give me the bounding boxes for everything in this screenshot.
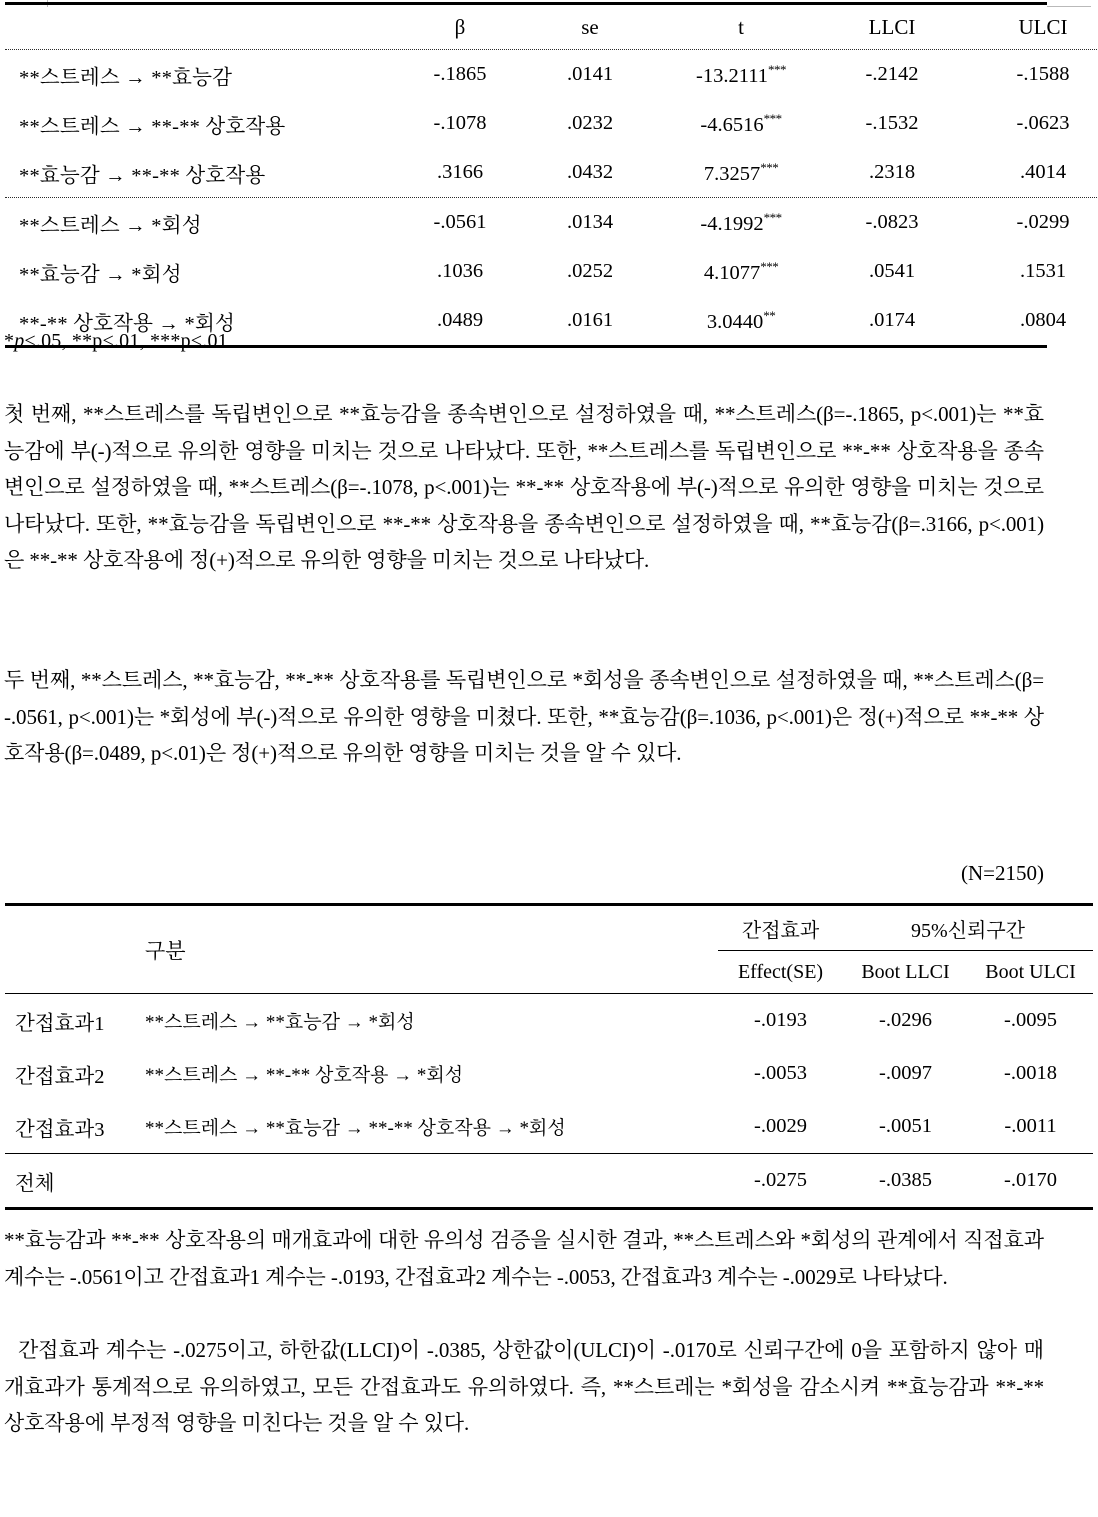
table2-cell-boot-llci: -.0097	[879, 1062, 932, 1084]
table1-cell-t: 7.3257***	[703, 159, 779, 185]
table2-cell-effect: -.0193	[754, 1009, 807, 1031]
table1-cell-ulci: -.1588	[1016, 63, 1070, 85]
table-row	[5, 1100, 1093, 1153]
table2-col-gubun: 구분	[145, 938, 186, 963]
table-row	[5, 198, 1098, 247]
table2-total-path	[145, 1154, 718, 1207]
table1-header-row	[5, 5, 1098, 49]
table-row	[5, 994, 1093, 1047]
table1-cell-llci: .0541	[868, 260, 916, 282]
table2-total-boot-llci: -.0385	[879, 1169, 932, 1191]
table1-cell-llci: -.1532	[865, 112, 919, 134]
table1-row-label: **효능감 → **-** 상호작용	[19, 164, 266, 187]
table1-cell-t: 4.1077***	[703, 258, 779, 284]
paragraph-conclusion: 간접효과 계수는 -.0275이고, 하한값(LLCI)이 -.0385, 상한값이(ULCI)이 -.0170로 신뢰구간에 0을 포함하지 않아 매개효과가 통계적으로 유의하였고, 모든 간접효과도 유의하였다. 즉, **스트레는 *회성을 감소시켜 **효능감과 **-** 상호작용에 부정적 영향을 미친다는 것을 알 수 있다.	[4, 1338, 1044, 1435]
table2-row-key: 간접효과1	[15, 1012, 105, 1035]
table2-cell-boot-llci: -.0296	[879, 1009, 932, 1031]
table-row	[5, 1047, 1093, 1100]
table1-col-se: se	[581, 14, 599, 39]
table1-cell-beta: .3166	[436, 161, 484, 183]
significance-marker: ***	[760, 258, 779, 274]
table2-header-row-top	[5, 906, 1093, 951]
table2-col-effect-se: Effect(SE)	[737, 960, 824, 983]
table1-cell-ulci: .0804	[1019, 309, 1067, 331]
table2-body	[5, 993, 1093, 1207]
table-row-total	[5, 1154, 1093, 1207]
table2-total-boot-ulci: -.0170	[1004, 1169, 1057, 1191]
table2-group-confidence-interval: 95%신뢰구간	[843, 906, 1093, 951]
table1-cell-se: .0161	[566, 309, 614, 331]
paragraph-second-finding: 두 번째, **스트레스, **효능감, **-** 상호작용를 독립변인으로 *회성을 종속변인으로 설정하였을 때, **스트레스(β=-.0561, p<.001)는 *회성에 부(-)적으로 유의한 영향을 미쳤다. 또한, **효능감(β=.1036, p<.001)은 정(+)적으로 **-** 상호작용(β=.0489, p<.01)은 정(+)적으로 유의한 영향을 미치는 것을 알 수 있다.	[4, 668, 1044, 765]
table-row	[5, 99, 1098, 148]
table1-cell-llci: -.0823	[865, 211, 919, 233]
table1-cell-llci: -.2142	[865, 63, 919, 85]
table1-row-label: **스트레스 → **-** 상호작용	[19, 115, 286, 138]
table2	[5, 906, 1093, 1207]
table2-bottom-rule	[5, 1207, 1093, 1210]
table2-cell-boot-ulci: -.0011	[1004, 1115, 1057, 1137]
table1-cell-se: .0252	[566, 260, 614, 282]
paragraph-mediation-summary: **효능감과 **-** 상호작용의 매개효과에 대한 유의성 검증을 실시한 결과, **스트레스와 *회성의 관계에서 직접효과 계수는 -.0561이고 간접효과1 계수는 -.0193, 간접효과2 계수는 -.0053, 간접효과3 계수는 -.0029로 나타났다.	[4, 1228, 1044, 1289]
sample-size-label: (N=2150)	[961, 861, 1044, 885]
table2-col-boot-ulci: Boot ULCI	[985, 960, 1076, 983]
table2-row-path: **스트레스 → **효능감 → **-** 상호작용 → *회성	[145, 1118, 566, 1139]
significance-marker: ***	[767, 61, 786, 77]
table2-total-effect: -.0275	[754, 1169, 807, 1191]
table2-row-path: **스트레스 → **-** 상호작용 → *회성	[145, 1065, 464, 1086]
table1-row-label: **스트레스 → *회성	[19, 214, 202, 237]
regression-path-table	[5, 2, 1070, 348]
table1-col-ulci: ULCI	[1018, 14, 1068, 39]
table1-cell-t: -13.2111***	[696, 61, 786, 87]
significance-marker: ***	[760, 159, 779, 175]
table2-row-key: 간접효과3	[15, 1118, 105, 1141]
table2-total-key: 전체	[15, 1172, 55, 1195]
table1-cell-se: .0432	[566, 161, 614, 183]
paragraph-first-finding: 첫 번째, **스트레스를 독립변인으로 **효능감을 종속변인으로 설정하였을 때, **스트레스(β=-.1865, p<.001)는 **효능감에 부(-)적으로 유의한 영향을 미치는 것으로 나타났다. 또한, **스트레스를 독립변인으로 **-** 상호작용을 종속변인으로 설정하였을 때, **스트레스(β=-.1078, p<.001)는 **-** 상호작용에 부(-)적으로 유의한 영향을 미치는 것으로 나타났다. 또한, **효능감을 독립변인으로 **-** 상호작용을 종속변인으로 설정하였을 때, **효능감(β=.3166, p<.001)은 **-** 상호작용에 정(+)적으로 유의한 영향을 미치는 것으로 나타났다.	[4, 402, 1044, 572]
table1-cell-se: .0141	[566, 63, 614, 85]
table1-col-t: t	[738, 14, 744, 39]
table1-cell-beta: -.0561	[433, 211, 487, 233]
table1-row-label: **-** 상호작용 → *회성	[19, 312, 235, 335]
table2-header	[5, 906, 1093, 993]
table1-cell-se: .0232	[566, 112, 614, 134]
table1-footnote: *p<.05, **p<.01, ***p<.01	[4, 330, 228, 352]
table1-cell-beta: .0489	[436, 309, 484, 331]
table1-cell-ulci: -.0623	[1016, 112, 1070, 134]
table1-row-label: **효능감 → *회성	[19, 263, 182, 286]
significance-marker: **	[763, 307, 776, 323]
table2-cell-boot-ulci: -.0095	[1004, 1009, 1057, 1031]
table2-row-key: 간접효과2	[15, 1065, 105, 1088]
table1-cell-ulci: .1531	[1019, 260, 1067, 282]
table1-cell-t: 3.0440**	[706, 307, 776, 333]
table1-row-label: **스트레스 → **효능감	[19, 66, 233, 89]
table2-row-path: **스트레스 → **효능감 → *회성	[145, 1012, 415, 1033]
table1-col-llci: LLCI	[868, 14, 916, 39]
table1-cell-t: -4.6516***	[700, 110, 782, 136]
table1-cell-t: -4.1992***	[700, 209, 782, 235]
table1-cell-beta: .1036	[436, 260, 484, 282]
table1-cell-llci: .2318	[868, 161, 916, 183]
table1	[5, 5, 1098, 345]
table-row	[5, 247, 1098, 296]
table1-cell-llci: .0174	[868, 309, 916, 331]
table1-cell-ulci: -.0299	[1016, 211, 1070, 233]
table1-body	[5, 49, 1098, 345]
table1-cell-se: .0134	[566, 211, 614, 233]
significance-marker: ***	[763, 110, 782, 126]
table2-cell-boot-llci: -.0051	[879, 1115, 932, 1137]
table-row	[5, 50, 1098, 99]
table1-header	[5, 5, 1098, 49]
table1-cell-beta: -.1078	[433, 112, 487, 134]
table-row	[5, 148, 1098, 197]
table2-group-indirect-effect: 간접효과	[718, 906, 843, 951]
table1-cell-beta: -.1865	[433, 63, 487, 85]
table1-col-blank	[5, 5, 395, 49]
table1-col-beta: β	[454, 14, 466, 39]
significance-marker: ***	[763, 209, 782, 225]
table2-col-boot-llci: Boot LLCI	[861, 960, 950, 983]
table1-cell-ulci: .4014	[1019, 161, 1067, 183]
indirect-effects-table	[5, 903, 1093, 1210]
table2-cell-effect: -.0053	[754, 1062, 807, 1084]
table2-cell-effect: -.0029	[754, 1115, 807, 1137]
table2-cell-boot-ulci: -.0018	[1004, 1062, 1057, 1084]
